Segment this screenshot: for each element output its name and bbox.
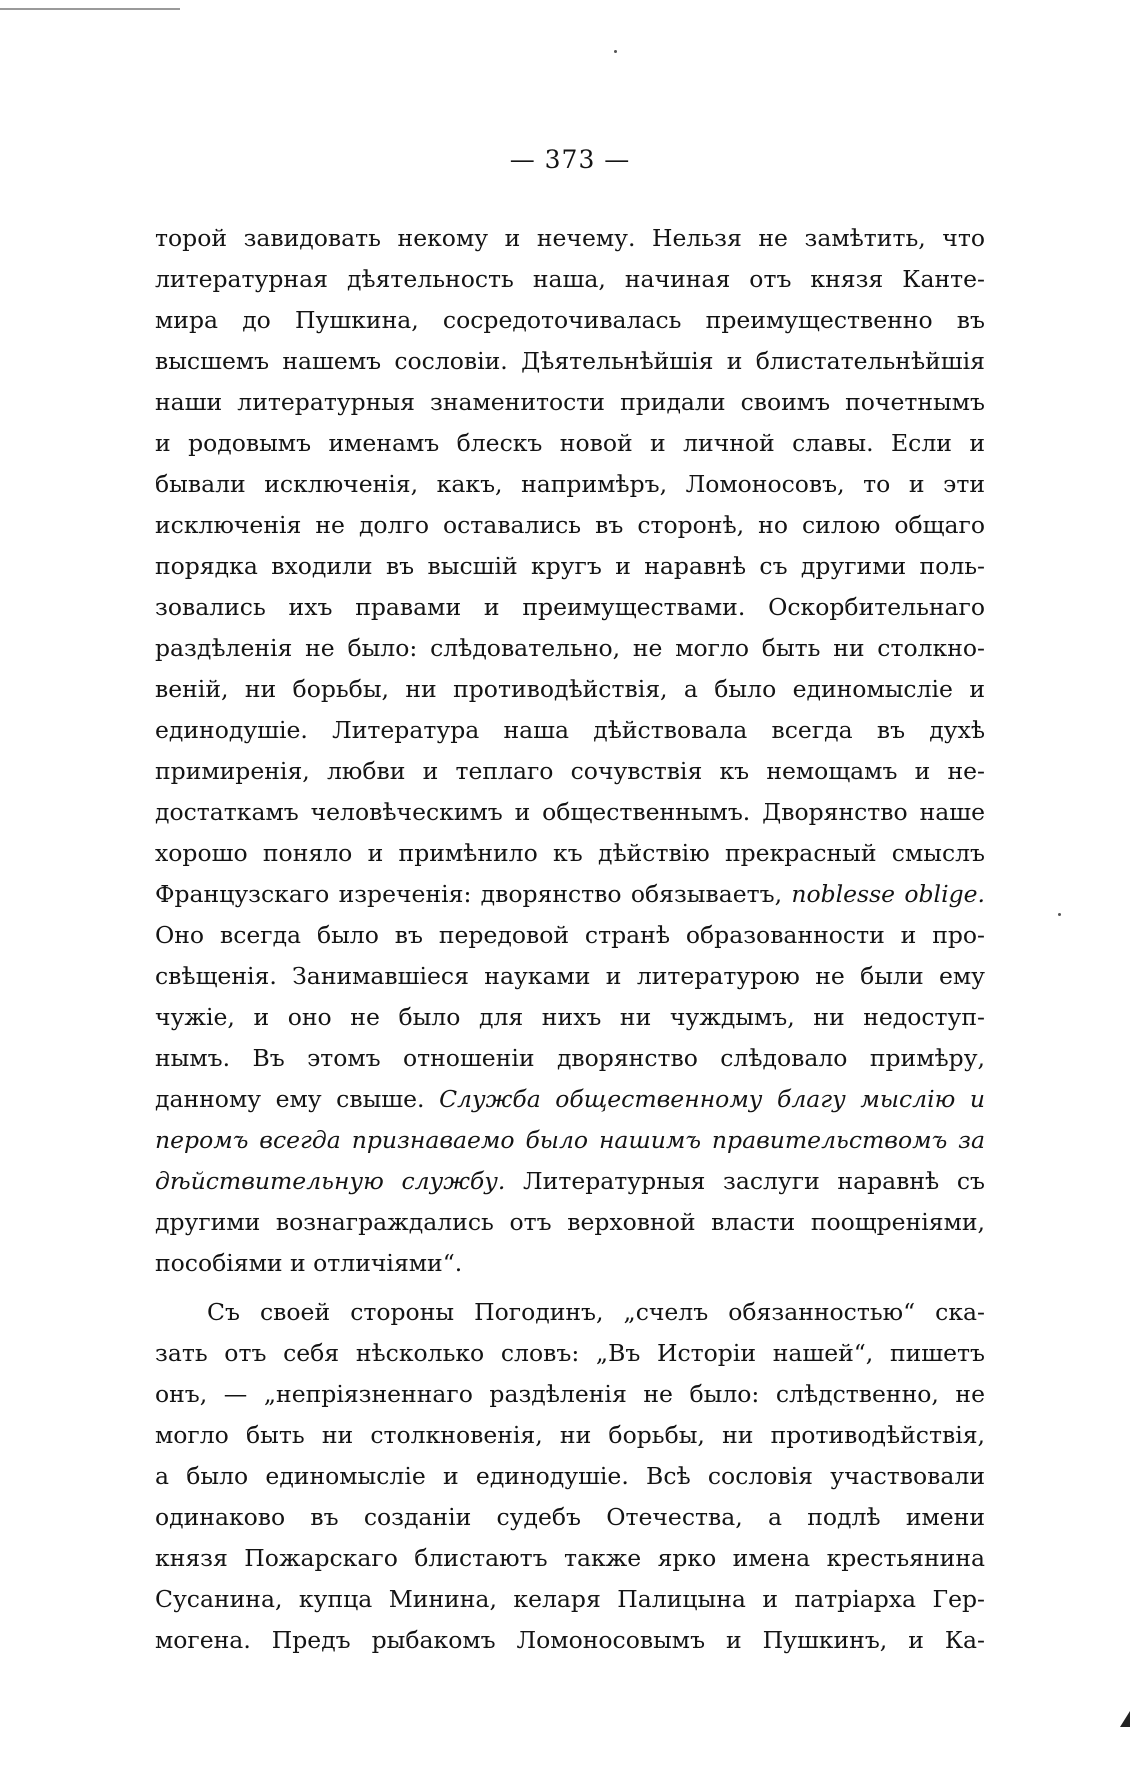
- text-line: одинаково въ созданіи судебъ Отечества, а подлѣ имени: [155, 1503, 985, 1531]
- text-line: нымъ. Въ этомъ отношеніи дворянство слѣдовало примѣру,: [155, 1044, 985, 1072]
- text-line: мира до Пушкина, сосредоточивалась преимущественно въ: [155, 306, 985, 334]
- paper-speck: [614, 50, 617, 53]
- text-line: другими вознаграждались отъ верховной власти поощреніями,: [155, 1208, 985, 1236]
- text-segment: Литературныя заслуги наравнѣ съ: [505, 1167, 985, 1195]
- text-line: Съ своей стороны Погодинъ, „счелъ обязанностью“ ска-: [207, 1298, 985, 1326]
- text-line: литературная дѣятельность наша, начиная отъ князя Канте-: [155, 265, 985, 293]
- text-line: чужіе, и оно не было для нихъ ни чуждымъ, ни недоступ-: [155, 1003, 985, 1031]
- text-line: примиренія, любви и теплаго сочувствія къ немощамъ и не-: [155, 757, 985, 785]
- text-line: могло быть ни столкновенія, ни борьбы, ни противодѣйствія,: [155, 1421, 985, 1449]
- corner-mark-icon: [1120, 1711, 1130, 1727]
- text-line: Сусанина, купца Минина, келаря Палицына и патріарха Гер-: [155, 1585, 985, 1613]
- text-line: князя Пожарскаго блистаютъ также ярко имена крестьянина: [155, 1544, 985, 1572]
- text-line: торой завидовать некому и нечему. Нельзя не замѣтить, что: [155, 224, 985, 252]
- text-line: высшемъ нашемъ сословіи. Дѣятельнѣйшія и блистательнѣйшія: [155, 347, 985, 375]
- italic-quote: дѣйствительную службу.: [155, 1167, 506, 1195]
- body-text: [155, 218, 985, 1661]
- text-line: зовались ихъ правами и преимуществами. Оскорбительнаго: [155, 593, 985, 621]
- top-edge-rule: [0, 8, 180, 10]
- page-number: — 373 —: [509, 145, 631, 174]
- text-line: онъ, — „непріязненнаго раздѣленія не было: слѣдственно, не: [155, 1380, 985, 1408]
- text-line: [155, 1161, 985, 1202]
- italic-quote: перомъ всегда признаваемо было нашимъ правительствомъ за: [155, 1126, 985, 1154]
- text-line: пособіями и отличіями“.: [155, 1249, 463, 1277]
- text-line: хорошо поняло и примѣнило къ дѣйствію прекрасный смыслъ: [155, 839, 985, 867]
- text-line: зать отъ себя нѣсколько словъ: „Въ Исторіи нашей“, пишетъ: [155, 1339, 985, 1367]
- text-line: могена. Предъ рыбакомъ Ломоносовымъ и Пушкинъ, и Ка-: [155, 1626, 985, 1654]
- text-line: Оно всегда было въ передовой странѣ образованности и про-: [155, 921, 985, 949]
- text-line: порядка входили въ высшій кругъ и наравнѣ съ другими поль-: [155, 552, 985, 580]
- text-line: единодушіе. Литература наша дѣйствовала всегда въ духѣ: [155, 716, 985, 744]
- text-line: бывали исключенія, какъ, напримѣръ, Ломоносовъ, то и эти: [155, 470, 985, 498]
- text-line: достаткамъ человѣческимъ и общественнымъ. Дворянство наше: [155, 798, 985, 826]
- text-line: а было единомысліе и единодушіе. Всѣ сословія участвовали: [155, 1462, 985, 1490]
- text-segment: данному ему свыше.: [155, 1085, 440, 1113]
- latin-phrase: noblesse oblige.: [791, 880, 985, 908]
- text-line: свѣщенія. Занимавшіеся науками и литературою не были ему: [155, 962, 985, 990]
- text-line: раздѣленія не было: слѣдовательно, не могло быть ни столкно-: [155, 634, 985, 662]
- text-segment: Французскаго изреченія: дворянство обязываетъ,: [155, 880, 792, 908]
- text-line: и родовымъ именамъ блескъ новой и личной славы. Если и: [155, 429, 985, 457]
- paper-speck: [1058, 913, 1061, 916]
- text-line: [155, 1079, 985, 1120]
- text-line: исключенія не долго оставались въ сторонѣ, но силою общаго: [155, 511, 985, 539]
- italic-quote: Служба общественному благу мыслію и: [439, 1085, 985, 1113]
- text-line: веній, ни борьбы, ни противодѣйствія, а было единомысліе и: [155, 675, 985, 703]
- text-line: [155, 1120, 985, 1161]
- text-line: [155, 874, 985, 915]
- paragraph-gap: [155, 1284, 985, 1292]
- text-line: наши литературныя знаменитости придали своимъ почетнымъ: [155, 388, 985, 416]
